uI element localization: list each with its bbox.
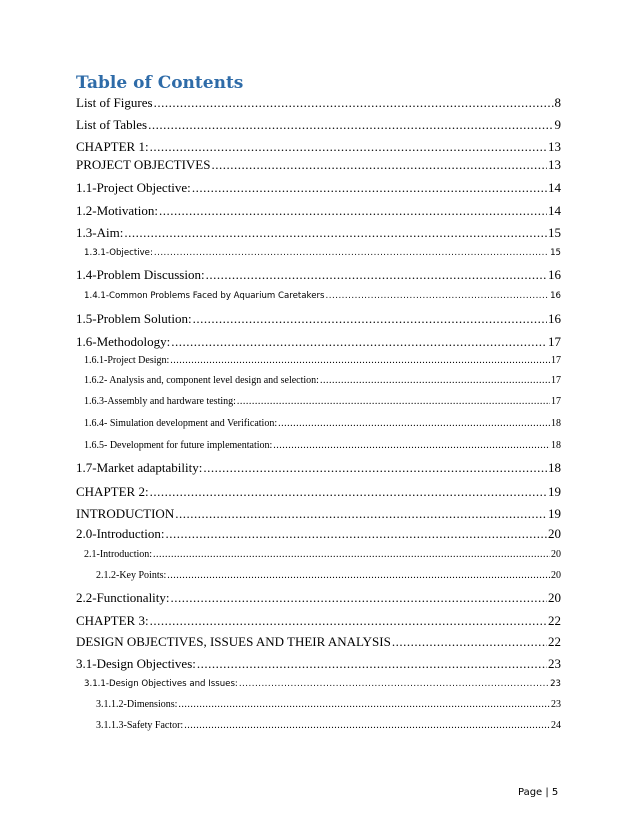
toc-entry[interactable] [76, 506, 561, 522]
dot-leader [167, 570, 550, 581]
toc-entry[interactable] [76, 484, 561, 500]
toc-entry-page: 16 [548, 267, 561, 282]
toc-entry-page: 23 [551, 699, 561, 710]
toc-entry-label: List of Figures [76, 95, 153, 110]
toc-entry[interactable] [84, 418, 561, 429]
toc-entry-label: 3.1.1-Design Objectives and Issues: [84, 679, 238, 689]
toc-entry-page: 17 [548, 334, 561, 349]
dot-leader [165, 526, 547, 542]
toc-entry[interactable] [76, 267, 561, 283]
toc-entry-label: 2.2-Functionality: [76, 590, 170, 605]
toc-entry[interactable] [84, 549, 561, 560]
toc-entry-page: 20 [548, 526, 561, 541]
toc-entry-page: 23 [548, 656, 561, 671]
toc-entry-label: 2.1.2-Key Points: [96, 570, 167, 581]
toc-entry-label: 1.6.1-Project Design: [84, 355, 170, 366]
toc-entry-page: 13 [548, 157, 561, 172]
toc-entry[interactable] [76, 157, 561, 173]
toc-entry[interactable] [76, 203, 561, 219]
toc-entry-page: 18 [551, 440, 561, 451]
toc-entry-page: 20 [551, 570, 561, 581]
dot-leader [278, 418, 550, 429]
toc-entry-label: 1.6.4- Simulation development and Verification: [84, 418, 278, 429]
toc-entry[interactable] [84, 396, 561, 407]
dot-leader [154, 248, 549, 258]
dot-leader [153, 549, 550, 560]
toc-entry[interactable] [76, 139, 561, 155]
dot-leader [175, 506, 547, 522]
toc-entry[interactable] [96, 720, 561, 731]
toc-entry-label: 1.4.1-Common Problems Faced by Aquarium Caretakers [84, 291, 325, 301]
toc-entry-page: 18 [548, 460, 561, 475]
dot-leader [150, 613, 547, 629]
toc-entry-label: INTRODUCTION [76, 506, 175, 521]
dot-leader [170, 355, 550, 366]
dot-leader [171, 590, 547, 606]
toc-entry-page: 14 [548, 180, 561, 195]
toc-entry-page: 22 [548, 634, 561, 649]
toc-entry-page: 13 [548, 139, 561, 154]
toc-entry[interactable] [84, 679, 561, 689]
dot-leader [159, 203, 547, 219]
toc-entry[interactable] [76, 180, 561, 196]
dot-leader [192, 180, 547, 196]
dot-leader [206, 267, 547, 283]
dot-leader [154, 95, 554, 111]
toc-entry-label: List of Tables [76, 117, 148, 132]
toc-entry-label: 1.2-Motivation: [76, 203, 158, 218]
toc-entry[interactable] [76, 117, 561, 133]
toc-entry[interactable] [76, 526, 561, 542]
toc-entry-label: 3.1.1.3-Safety Factor: [96, 720, 184, 731]
toc-entry-label: CHAPTER 1: [76, 139, 149, 154]
toc-entry-page: 19 [548, 506, 561, 521]
toc-entry-label: 3.1-Design Objectives: [76, 656, 196, 671]
toc-entry[interactable] [96, 570, 561, 581]
dot-leader [193, 311, 547, 327]
toc-entry-page: 15 [548, 225, 561, 240]
toc-entry-page: 8 [554, 95, 561, 110]
dot-leader [148, 117, 553, 133]
toc-entry-label: 1.3-Aim: [76, 225, 124, 240]
dot-leader [392, 634, 547, 650]
toc-entry[interactable] [84, 440, 561, 451]
toc-entry-label: 1.6.5- Development for future implementation: [84, 440, 273, 451]
toc-entry-label: 1.6-Methodology: [76, 334, 171, 349]
toc-entry-label: 1.6.3-Assembly and hardware testing: [84, 396, 236, 407]
toc-entry-page: 16 [548, 311, 561, 326]
toc-entry-page: 18 [551, 418, 561, 429]
dot-leader [124, 225, 547, 241]
toc-entry-page: 16 [550, 291, 561, 301]
toc-entry-label: PROJECT OBJECTIVES [76, 157, 211, 172]
toc-entry[interactable] [76, 311, 561, 327]
dot-leader [150, 139, 547, 155]
toc-entry[interactable] [76, 613, 561, 629]
toc-entry[interactable] [84, 291, 561, 301]
toc-entry-label: 1.7-Market adaptability: [76, 460, 203, 475]
toc-entry-page: 19 [548, 484, 561, 499]
toc-entry-label: 1.4-Problem Discussion: [76, 267, 205, 282]
toc-entry[interactable] [76, 225, 561, 241]
toc-entry[interactable] [84, 355, 561, 366]
toc-entry[interactable] [76, 334, 561, 350]
toc-entry[interactable] [84, 375, 561, 386]
dot-leader [203, 460, 547, 476]
dot-leader [326, 291, 550, 301]
toc-entry[interactable] [76, 590, 561, 606]
toc-entry-label: 2.1-Introduction: [84, 549, 153, 560]
toc-entry[interactable] [76, 95, 561, 111]
dot-leader [184, 720, 550, 731]
toc-entry-label: CHAPTER 2: [76, 484, 149, 499]
dot-leader [273, 440, 550, 451]
toc-entry[interactable] [76, 460, 561, 476]
toc-entry-page: 17 [551, 375, 561, 386]
dot-leader [150, 484, 547, 500]
toc-entry[interactable] [76, 634, 561, 650]
toc-entry-label: 1.5-Problem Solution: [76, 311, 192, 326]
dot-leader [197, 656, 547, 672]
toc-entry[interactable] [96, 699, 561, 710]
dot-leader [171, 334, 547, 350]
toc-entry-page: 23 [550, 679, 561, 689]
toc-entry-label: DESIGN OBJECTIVES, ISSUES AND THEIR ANALYSIS [76, 634, 391, 649]
toc-entry-page: 17 [551, 355, 561, 366]
dot-leader [178, 699, 550, 710]
toc-heading: Table of Contents [76, 73, 244, 93]
toc-entry[interactable] [76, 656, 561, 672]
toc-entry-label: CHAPTER 3: [76, 613, 149, 628]
toc-entry-label: 1.3.1-Objective: [84, 248, 153, 258]
toc-entry-page: 22 [548, 613, 561, 628]
toc-entry-page: 15 [550, 248, 561, 258]
dot-leader [211, 157, 547, 173]
dot-leader [320, 375, 550, 386]
dot-leader [239, 679, 549, 689]
toc-entry-page: 9 [554, 117, 561, 132]
toc-entry-label: 2.0-Introduction: [76, 526, 165, 541]
page-number-footer: Page | 5 [518, 787, 559, 798]
dot-leader [237, 396, 550, 407]
toc-entry-label: 3.1.1.2-Dimensions: [96, 699, 178, 710]
toc-entry[interactable] [84, 248, 561, 258]
toc-entry-page: 24 [551, 720, 561, 731]
toc-entry-label: 1.1-Project Objective: [76, 180, 191, 195]
toc-entry-page: 20 [548, 590, 561, 605]
toc-entry-page: 20 [551, 549, 561, 560]
toc-entry-page: 17 [551, 396, 561, 407]
toc-entry-page: 14 [548, 203, 561, 218]
toc-entry-label: 1.6.2- Analysis and, component level design and selection: [84, 375, 319, 386]
